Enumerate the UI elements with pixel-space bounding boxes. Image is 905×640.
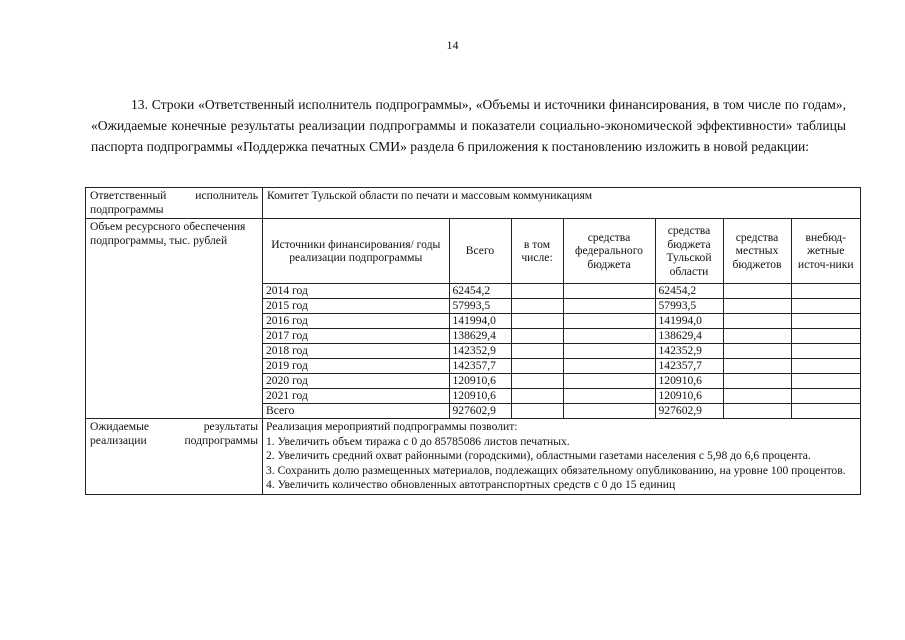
header-sources: Источники финансирования/ годы реализации подпрограммы (263, 219, 449, 284)
finance-row (263, 284, 860, 299)
cell-federal (563, 329, 655, 344)
cell-offbudget (791, 284, 860, 299)
cell-federal (563, 389, 655, 404)
finance-row (263, 314, 860, 329)
cell-including (511, 314, 563, 329)
cell-regional: 142352,9 (655, 344, 723, 359)
header-including: в том числе: (511, 219, 563, 284)
finance-row (263, 329, 860, 344)
passport-row-results (86, 419, 861, 495)
cell-regional: 62454,2 (655, 284, 723, 299)
value-responsible: Комитет Тульской области по печати и массовым коммуникациям (263, 188, 861, 219)
results-item-4: 4. Увеличить количество обновленных автотранспортных средств с 0 до 15 единиц (266, 478, 676, 491)
cell-including (511, 404, 563, 419)
cell-including (511, 299, 563, 314)
cell-regional: 120910,6 (655, 374, 723, 389)
cell-local (723, 299, 791, 314)
cell-total: 142352,9 (449, 344, 511, 359)
cell-total: 62454,2 (449, 284, 511, 299)
cell-year: 2020 год (263, 374, 449, 389)
results-item-3: 3. Сохранить долю размещенных материалов, подлежащих обязательному опубликованию, на уровне 100 процентов. (266, 463, 846, 477)
cell-year: 2017 год (263, 329, 449, 344)
cell-year: 2015 год (263, 299, 449, 314)
finance-row (263, 359, 860, 374)
cell-year: 2021 год (263, 389, 449, 404)
cell-local (723, 329, 791, 344)
results-intro: Реализация мероприятий подпрограммы позволит: (266, 420, 518, 433)
cell-total: 120910,6 (449, 374, 511, 389)
cell-year: 2019 год (263, 359, 449, 374)
cell-total: 57993,5 (449, 299, 511, 314)
passport-table (85, 187, 861, 495)
cell-local (723, 314, 791, 329)
cell-including (511, 389, 563, 404)
cell-offbudget (791, 389, 860, 404)
header-offbudget: внебюд-жетные источ-ники (791, 219, 860, 284)
cell-year: 2018 год (263, 344, 449, 359)
cell-including (511, 284, 563, 299)
label-finance: Объем ресурсного обеспечения подпрограммы, тыс. рублей (86, 219, 263, 419)
header-federal: средства федерального бюджета (563, 219, 655, 284)
cell-total: 927602,9 (449, 404, 511, 419)
cell-regional: 927602,9 (655, 404, 723, 419)
cell-offbudget (791, 404, 860, 419)
label-responsible: Ответственный исполнитель подпрограммы (86, 188, 263, 219)
cell-regional: 120910,6 (655, 389, 723, 404)
cell-federal (563, 359, 655, 374)
cell-local (723, 389, 791, 404)
cell-year: Всего (263, 404, 449, 419)
header-regional: средства бюджета Тульской области (655, 219, 723, 284)
finance-row (263, 404, 860, 419)
cell-year: 2014 год (263, 284, 449, 299)
cell-total: 138629,4 (449, 329, 511, 344)
cell-total: 120910,6 (449, 389, 511, 404)
cell-regional: 57993,5 (655, 299, 723, 314)
cell-local (723, 374, 791, 389)
finance-row (263, 374, 860, 389)
cell-offbudget (791, 329, 860, 344)
finance-row (263, 389, 860, 404)
results-item-1: 1. Увеличить объем тиража с 0 до 85785086 листов печатных. (266, 434, 570, 448)
cell-offbudget (791, 359, 860, 374)
cell-offbudget (791, 299, 860, 314)
passport-row-responsible (86, 188, 861, 219)
cell-year: 2016 год (263, 314, 449, 329)
cell-including (511, 329, 563, 344)
page-number: 14 (446, 38, 459, 52)
finance-row (263, 344, 860, 359)
cell-offbudget (791, 374, 860, 389)
finance-header-row (263, 219, 860, 284)
finance-cell (263, 219, 861, 419)
cell-federal (563, 314, 655, 329)
cell-offbudget (791, 314, 860, 329)
header-total: Всего (449, 219, 511, 284)
cell-including (511, 359, 563, 374)
cell-federal (563, 284, 655, 299)
cell-local (723, 284, 791, 299)
cell-local (723, 359, 791, 374)
cell-regional: 142357,7 (655, 359, 723, 374)
cell-total: 141994,0 (449, 314, 511, 329)
results-item-2: 2. Увеличить средний охват районными (городскими), областными газетами населения с 5,98 до 6,6 процента. (266, 449, 811, 462)
cell-federal (563, 404, 655, 419)
cell-local (723, 344, 791, 359)
passport-row-finance (86, 219, 861, 419)
label-results: Ожидаемые результаты реализации подпрограммы (86, 419, 263, 495)
cell-local (723, 404, 791, 419)
cell-total: 142357,7 (449, 359, 511, 374)
cell-including (511, 344, 563, 359)
cell-offbudget (791, 344, 860, 359)
cell-regional: 141994,0 (655, 314, 723, 329)
header-local: средства местных бюджетов (723, 219, 791, 284)
cell-federal (563, 374, 655, 389)
intro-paragraph: 13. Строки «Ответственный исполнитель подпрограммы», «Объемы и источники финансирования, в том числе по годам», «Ожидаемые конечные результаты реализации подпрограммы и показатели социально-экономической эффективности» таблицы паспорта подпрограммы «Поддержка печатных СМИ» раздела 6 приложения к постановлению изложить в новой редакции: (91, 97, 846, 154)
finance-table (263, 219, 860, 418)
finance-row (263, 299, 860, 314)
cell-federal (563, 299, 655, 314)
cell-including (511, 374, 563, 389)
cell-regional: 138629,4 (655, 329, 723, 344)
cell-federal (563, 344, 655, 359)
results-cell (263, 419, 861, 495)
